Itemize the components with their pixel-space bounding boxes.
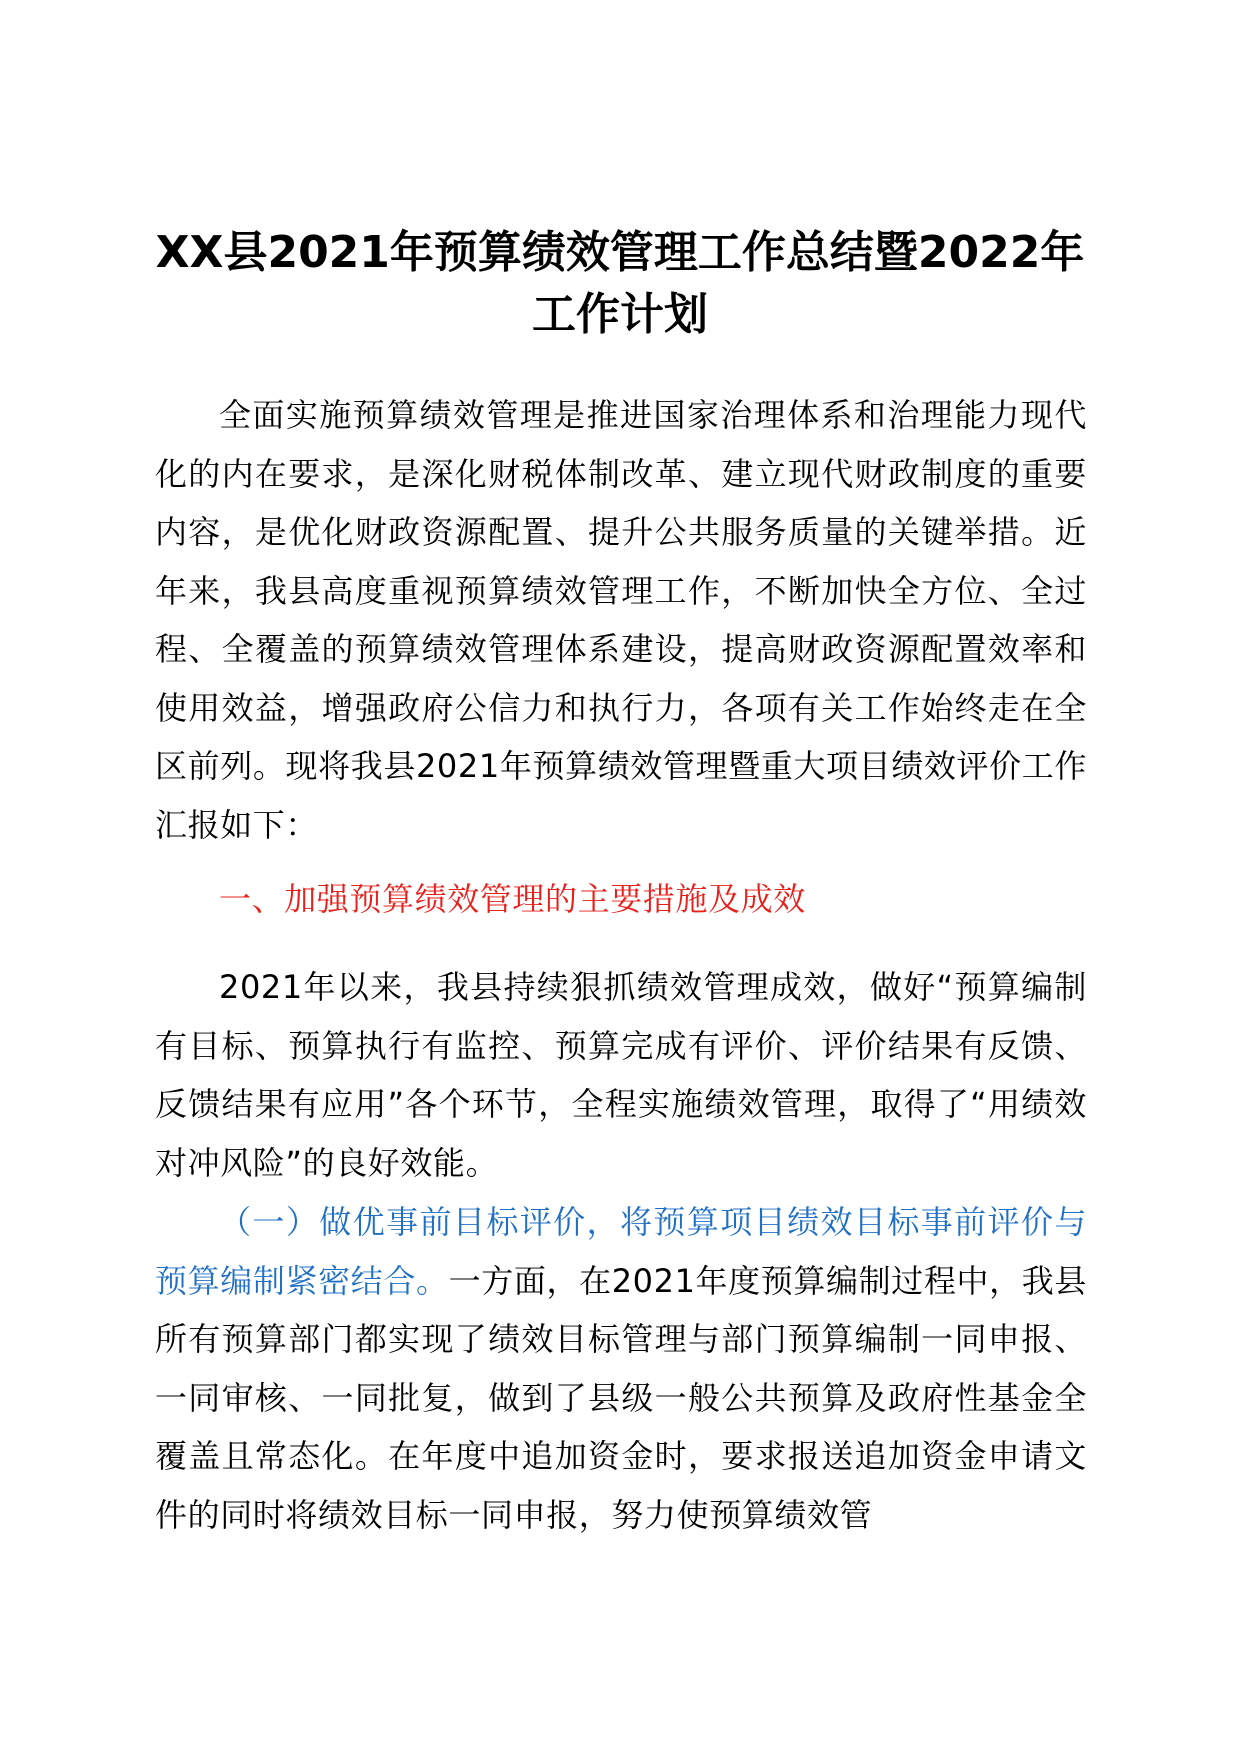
intro-paragraph: 全面实施预算绩效管理是推进国家治理体系和治理能力现代化的内在要求，是深化财税体制改革、建立现代财政制度的重要内容，是优化财政资源配置、提升公共服务质量的关键举措。近年来，我县高度重视预算绩效管理工作，不断加快全方位、全过程、全覆盖的预算绩效管理体系建设，提高财政资源配置效率和使用效益，增强政府公信力和执行力，各项有关工作始终走在全区前列。现将我县2021年预算绩效管理暨重大项目绩效评价工作汇报如下： [155, 396, 1087, 844]
subsection-paragraph [155, 1193, 1087, 1544]
subsection-heading: （一）做优事前目标评价，将预算项目绩效目标事前评价与预算编制紧密结合。 [155, 1203, 1087, 1300]
document-title: XX县2021年预算绩效管理工作总结暨2022年工作计划 [155, 227, 1085, 340]
section-heading: 一、加强预算绩效管理的主要措施及成效 [219, 880, 806, 918]
subsection-body: 一方面，在2021年度预算编制过程中，我县所有预算部门都实现了绩效目标管理与部门预算编制一同申报、一同审核、一同批复，做到了县级一般公共预算及政府性基金全覆盖且常态化。在年度中追加资金时，要求报送追加资金申请文件的同时将绩效目标一同申报，努力使预算绩效管 [155, 1261, 1087, 1534]
section-paragraph: 2021年以来，我县持续狠抓绩效管理成效，做好“预算编制有目标、预算执行有监控、预算完成有评价、评价结果有反馈、反馈结果有应用”各个环节，全程实施绩效管理，取得了“用绩效对冲风险”的良好效能。 [155, 968, 1087, 1182]
